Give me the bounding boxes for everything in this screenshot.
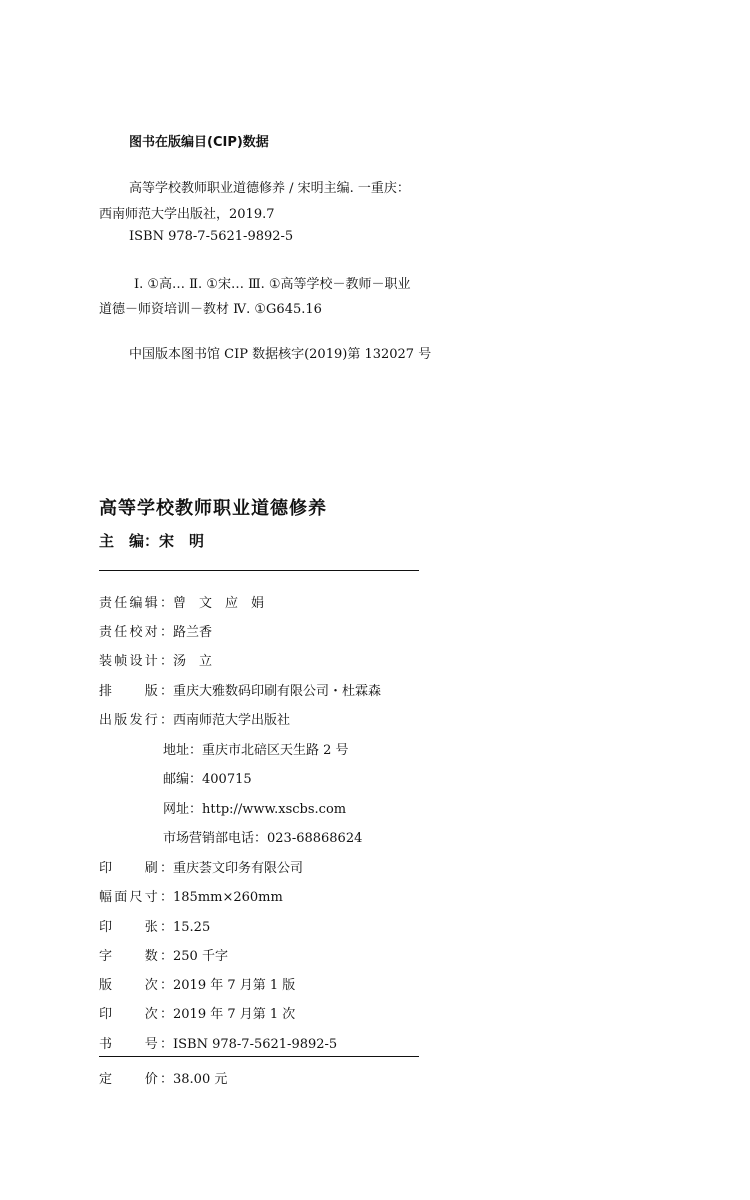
cip-line: 中国版本图书馆 CIP 数据核字(2019)第 132027 号 (129, 347, 432, 362)
cip-line: 高等学校教师职业道德修养 / 宋明主编. 一重庆： (129, 181, 410, 196)
chief-editor (99, 530, 204, 551)
publisher-address: 地址：重庆市北碚区天生路 2 号 (163, 743, 349, 758)
info-label: 出版发行： (99, 713, 173, 728)
info-value: 重庆大雅数码印刷有限公司・杜霖森 (173, 684, 382, 699)
print-label: 印 次： (99, 1007, 173, 1022)
print-row (99, 945, 228, 964)
print-label: 版 次： (99, 978, 173, 993)
price-value: 38.00 元 (173, 1072, 228, 1087)
publisher-postcode: 邮编：400715 (163, 772, 252, 787)
info-row (99, 592, 264, 611)
print-value: ISBN 978-7-5621-9892-5 (173, 1037, 338, 1052)
info-value: 汤 立 (173, 654, 213, 669)
print-label: 幅面尺寸： (99, 890, 173, 905)
print-value: 2019 年 7 月第 1 次 (173, 1007, 296, 1022)
print-label: 书 号： (99, 1037, 173, 1052)
publisher-phone: 市场营销部电话：023-68868624 (163, 831, 363, 846)
top-rule (99, 570, 419, 571)
print-label: 印 张： (99, 920, 173, 935)
price-row (99, 1068, 227, 1087)
print-row (99, 886, 283, 905)
chief-editor-label: 主 编： (99, 532, 160, 550)
info-row (99, 650, 212, 669)
info-label: 装帧设计： (99, 654, 173, 669)
info-value: 曾 文 应 娟 (173, 596, 265, 611)
publisher-website: 网址：http://www.xscbs.com (163, 802, 347, 817)
print-row (99, 1033, 337, 1052)
print-value: 2019 年 7 月第 1 版 (173, 978, 296, 993)
print-row (99, 974, 295, 993)
print-value: 185mm×260mm (173, 890, 283, 905)
print-row (99, 916, 210, 935)
info-row (99, 680, 381, 699)
info-label: 排 版： (99, 684, 173, 699)
bottom-rule (99, 1056, 419, 1057)
info-row (99, 709, 290, 728)
print-value: 重庆荟文印务有限公司 (173, 861, 304, 876)
book-title: 高等学校教师职业道德修养 (99, 498, 327, 519)
info-label: 责任校对： (99, 625, 173, 640)
cip-line: 西南师范大学出版社，2019.7 (99, 207, 275, 222)
print-label: 字 数： (99, 949, 173, 964)
cip-line: Ⅰ. ①高… Ⅱ. ①宋… Ⅲ. ①高等学校－教师－职业 (134, 277, 411, 292)
info-label: 责任编辑： (99, 596, 173, 611)
chief-editor-name: 宋 明 (159, 532, 205, 550)
print-value: 15.25 (173, 920, 211, 935)
cip-line: ISBN 978-7-5621-9892-5 (129, 229, 294, 244)
price-label: 定 价： (99, 1072, 173, 1087)
print-row (99, 857, 303, 876)
print-label: 印 刷： (99, 861, 173, 876)
info-value: 路兰香 (173, 625, 213, 640)
cip-title: 图书在版编目(CIP)数据 (129, 135, 269, 150)
cip-line: 道德－师资培训－教材 Ⅳ. ①G645.16 (99, 302, 322, 317)
print-value: 250 千字 (173, 949, 228, 964)
print-row (99, 1003, 295, 1022)
info-value: 西南师范大学出版社 (173, 713, 291, 728)
info-row (99, 621, 212, 640)
